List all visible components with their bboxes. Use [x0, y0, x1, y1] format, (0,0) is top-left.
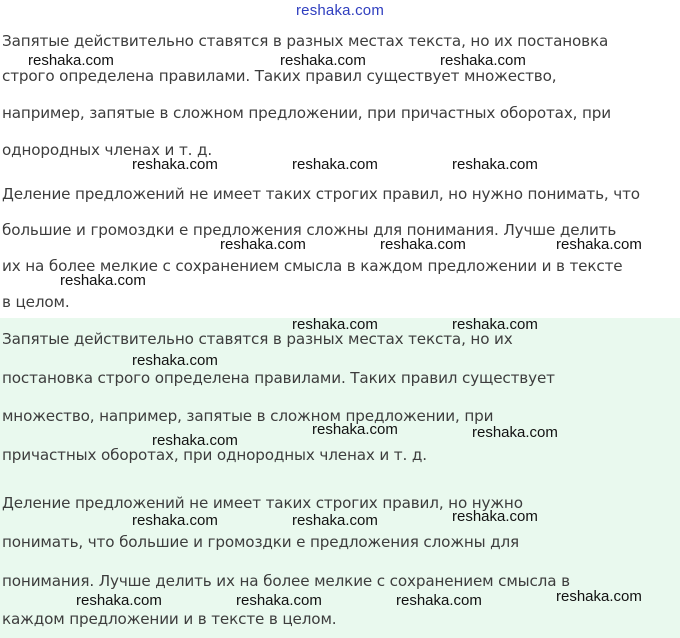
watermark: reshaka.com: [28, 52, 114, 69]
watermark: reshaka.com: [452, 316, 538, 333]
text-line: Запятые действительно ставятся в разных местах текста, но их постановка: [2, 32, 609, 50]
watermark: reshaka.com: [220, 236, 306, 253]
text-line: множество, например, запятые в сложном предложении, при: [2, 407, 494, 425]
watermark: reshaka.com: [280, 52, 366, 69]
watermark: reshaka.com: [132, 512, 218, 529]
text-line: понимания. Лучше делить их на более мелкие с сохранением смысла в: [2, 572, 570, 590]
watermark: reshaka.com: [132, 156, 218, 173]
text-line: например, запятые в сложном предложении, при причастных оборотах, при: [2, 104, 612, 122]
watermark: reshaka.com: [292, 512, 378, 529]
watermark: reshaka.com: [60, 272, 146, 289]
text-line: каждом предложении и в тексте в целом.: [2, 610, 337, 628]
text-line: Деление предложений не имеет таких строгих правил, но нужно: [2, 494, 523, 512]
text-line: постановка строго определена правилами. Таких правил существует: [2, 369, 555, 387]
watermark: reshaka.com: [292, 156, 378, 173]
watermark: reshaka.com: [556, 236, 642, 253]
text-line: понимать, что большие и громоздки е предложения сложны для: [2, 533, 520, 551]
watermark: reshaka.com: [440, 52, 526, 69]
watermark: reshaka.com: [452, 156, 538, 173]
watermark: reshaka.com: [236, 592, 322, 609]
text-line: Деление предложений не имеет таких строгих правил, но нужно понимать, что: [2, 185, 640, 203]
watermark: reshaka.com: [380, 236, 466, 253]
watermark: reshaka.com: [132, 352, 218, 369]
watermark: reshaka.com: [152, 432, 238, 449]
watermark: reshaka.com: [76, 592, 162, 609]
watermark: reshaka.com: [312, 421, 398, 438]
text-line: Запятые действительно ставятся в разных местах текста, но их: [2, 330, 513, 348]
header-watermark-link[interactable]: reshaka.com: [295, 2, 385, 19]
text-line: в целом.: [2, 293, 70, 311]
text-line: однородных членах и т. д.: [2, 141, 213, 159]
watermark: reshaka.com: [396, 592, 482, 609]
watermark: reshaka.com: [472, 424, 558, 441]
text-line: причастных оборотах, при однородных членах и т. д.: [2, 446, 427, 464]
text-line: их на более мелкие с сохранением смысла в каждом предложении и в тексте: [2, 257, 623, 275]
watermark: reshaka.com: [556, 588, 642, 605]
watermark: reshaka.com: [452, 508, 538, 525]
text-line: строго определена правилами. Таких правил существует множество,: [2, 67, 557, 85]
watermark: reshaka.com: [292, 316, 378, 333]
text-line: большие и громоздки е предложения сложны для понимания. Лучше делить: [2, 221, 617, 239]
